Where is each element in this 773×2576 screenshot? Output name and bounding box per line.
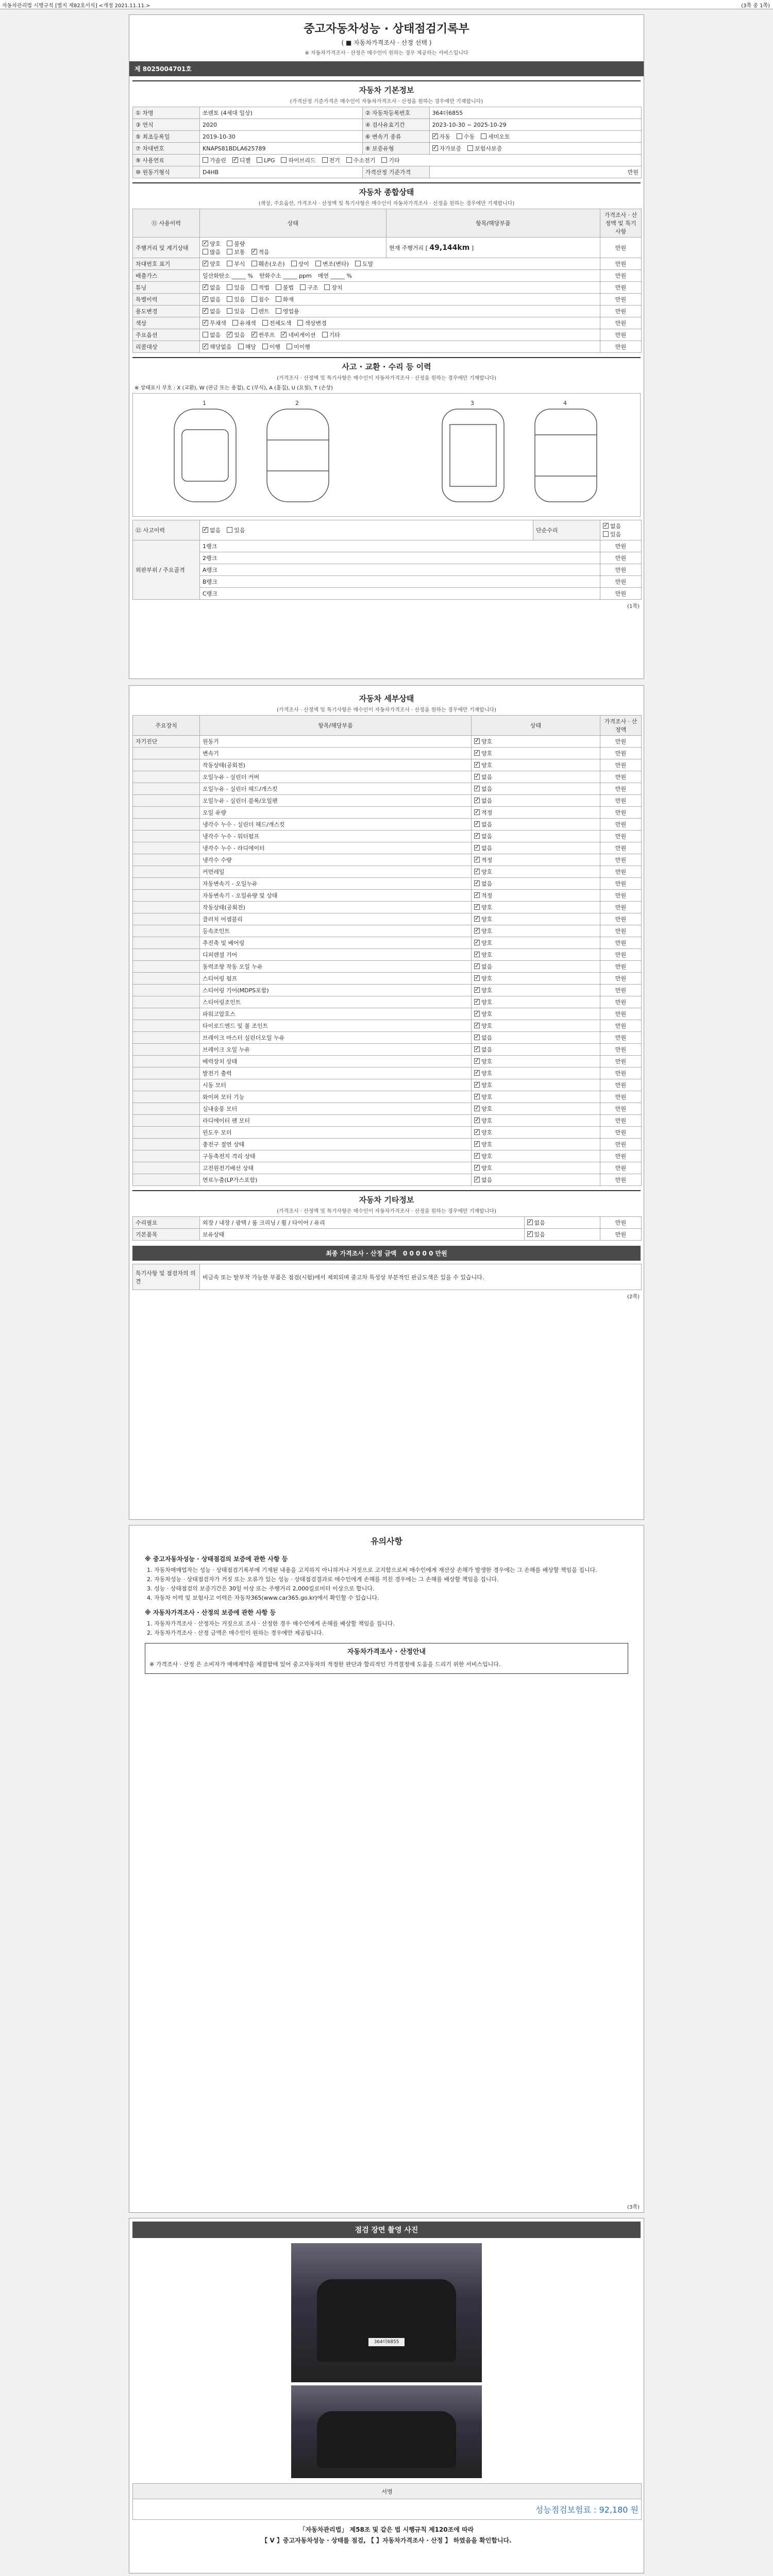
detail-row: 디퍼렌셜 기어 ✓ 양호 만원 — [133, 949, 642, 961]
detail-item-name: 스티어링조인트 — [200, 996, 472, 1008]
detail-item-state: 양호 — [481, 975, 493, 982]
rank-1: 1랭크 — [200, 540, 600, 552]
accident-yes: 있음 — [234, 527, 245, 534]
detail-item-name: 라디에이터 팬 모터 — [200, 1115, 472, 1127]
detail-item-state: 없음 — [481, 1177, 493, 1183]
rank-2: 2랭크 — [200, 552, 600, 564]
detail-item-name: 디퍼렌셜 기어 — [200, 949, 472, 961]
detail-item-name: 고전원전기배선 상태 — [200, 1162, 472, 1174]
page-1 — [129, 14, 644, 679]
detail-row: 실내송풍 모터 ✓ 양호 만원 — [133, 1103, 642, 1115]
detail-row: 오일누유 - 실린더 헤드/개스킷 ✓ 없음 만원 — [133, 783, 642, 795]
notice-table — [132, 1264, 642, 1290]
detail-item-state: 양호 — [481, 1153, 493, 1160]
detail-item-state: 양호 — [481, 1023, 493, 1029]
detail-row: 자동변속기 - 오일유량 및 상태 ✓ 적정 만원 — [133, 890, 642, 902]
detail-row: 충전구 절연 상태 ✓ 양호 만원 — [133, 1139, 642, 1150]
photo-page — [129, 2218, 644, 2573]
detail-item-state: 양호 — [481, 1082, 493, 1089]
vin: KNAPS81BDLA625789 — [200, 143, 363, 155]
other-table: 수리필요 외장 / 내장 / 광택 / 룸 크리닝 / 휠 / 타이어 / 유리 ✓ 없음 만원 기본품목 보유상태 ✓ 있음 만원 — [132, 1216, 642, 1241]
svg-text:2: 2 — [295, 400, 299, 406]
detail-item-name: 동력조향 작동 오일 누유 — [200, 961, 472, 973]
notice-label: 특기사항 및 점검자의 의견 — [133, 1264, 200, 1290]
guide-section-1: ※ 중고자동차성능 · 상태점검의 보증에 관한 사항 등 — [145, 1555, 288, 1563]
detail-row: 오일누유 - 실린더 커버 ✓ 없음 만원 — [133, 771, 642, 783]
document-number: 제 8025004701호 — [129, 61, 644, 76]
detail-item-state: 양호 — [481, 1129, 493, 1136]
page-count: (3쪽 중 1쪽) — [741, 3, 770, 9]
detail-item-state: 양호 — [481, 916, 493, 923]
detail-item-name: 타이로드엔드 및 볼 조인트 — [200, 1020, 472, 1032]
detail-row: 스티어링 기어(MDPS포함) ✓ 양호 만원 — [133, 985, 642, 996]
page-2 — [129, 685, 644, 1520]
detail-row: 변속기 ✓ 양호 만원 — [133, 748, 642, 759]
detail-row: 라디에이터 팬 모터 ✓ 양호 만원 — [133, 1115, 642, 1127]
svg-text:3: 3 — [470, 400, 474, 406]
col-price: 가격조사 · 산정액 — [600, 716, 642, 736]
svg-text:4: 4 — [563, 400, 567, 406]
final-price-value: 0 0 0 0 0 만원 — [402, 1250, 447, 1257]
final-price-label: 최종 가격조사 · 산정 금액 — [326, 1250, 397, 1257]
detail-item-state: 없음 — [481, 1035, 493, 1041]
detail-item-name: 연료누출(LP가스포함) — [200, 1174, 472, 1186]
detail-item-state: 양호 — [481, 1106, 493, 1112]
detail-item-name: 구동축전지 격리 상태 — [200, 1150, 472, 1162]
detail-row: 클러치 어셈블리 ✓ 양호 만원 — [133, 913, 642, 925]
detail-row: 스티어링 펌프 ✓ 양호 만원 — [133, 973, 642, 985]
detail-row: 작동상태(공회전) ✓ 양호 만원 — [133, 902, 642, 913]
summary-header: 자동차 종합상태 — [132, 182, 641, 199]
detail-item-state: 없음 — [481, 845, 493, 852]
summary-row-vin: 차대번호 표기 — [133, 258, 200, 270]
detail-item-state: 양호 — [481, 904, 493, 911]
detail-row: 작동상태(공회전) ✓ 양호 만원 — [133, 759, 642, 771]
summary-row-color: 색상 — [133, 317, 200, 329]
detail-row: 구동축전지 격리 상태 ✓ 양호 만원 — [133, 1150, 642, 1162]
rank-a: A랭크 — [200, 564, 600, 576]
detail-item-state: 양호 — [481, 1058, 493, 1065]
insurance-fee: 성능점검보험료 : 92,180 원 — [133, 2499, 642, 2520]
detail-item-name: 냉각수 수량 — [200, 854, 472, 866]
detail-row: 스티어링조인트 ✓ 양호 만원 — [133, 996, 642, 1008]
basic-info-header: 자동차 기본정보 — [132, 80, 641, 97]
detail-item-name: 윈도우 모터 — [200, 1127, 472, 1139]
other-header: 자동차 기타정보 — [132, 1190, 641, 1207]
detail-item-state: 적정 — [481, 809, 493, 816]
detail-item-name: 배력장치 상태 — [200, 1056, 472, 1067]
rank-c: C랭크 — [200, 588, 600, 600]
detail-note: (가격조사 · 산정액 및 특기사항은 매수인이 자동차가격조사 · 산정을 원하는 경우에만 기재합니다) — [277, 707, 496, 713]
other-row-repair-label: 수리필요 — [133, 1217, 200, 1229]
other-note: (가격조사 · 산정액 및 특기사항은 매수인이 자동차가격조사 · 산정을 원하는 경우에만 기재합니다) — [277, 1209, 496, 1214]
detail-item-name: 오일누유 - 실린더 헤드/개스킷 — [200, 783, 472, 795]
detail-row: 발전기 출력 ✓ 양호 만원 — [133, 1067, 642, 1079]
detail-row: 냉각수 수량 ✓ 적정 만원 — [133, 854, 642, 866]
detail-row: 동력조향 작동 오일 누유 ✓ 없음 만원 — [133, 961, 642, 973]
basic-info-note: (가격산정 기준가격은 매수인이 자동차가격조사 · 산정을 원하는 경우에만 기재합니다) — [290, 99, 483, 105]
detail-table — [132, 715, 642, 1186]
detail-item-state: 양호 — [481, 1070, 493, 1077]
document-header-line — [0, 0, 773, 9]
detail-item-state: 양호 — [481, 999, 493, 1006]
detail-item-state: 없음 — [481, 774, 493, 781]
detail-item-name: 스티어링 펌프 — [200, 973, 472, 985]
other-row-basic-items: 보유상태 — [200, 1229, 525, 1241]
detail-item-state: 없음 — [481, 821, 493, 828]
detail-item-state: 양호 — [481, 1141, 493, 1148]
summary-row-history: 특별이력 — [133, 294, 200, 306]
summary-note: (색상, 주요옵션, 가격조사 · 산정액 및 특기사항은 매수인이 자동차가격조사 · 산정을 원하는 경우에만 기재합니다) — [258, 201, 515, 207]
detail-row: 커먼레일 ✓ 양호 만원 — [133, 866, 642, 878]
form-reference: 자동차관리법 시행규칙 [별지 제82호서식] <개정 2021.11.11.> — [2, 3, 150, 9]
photo-plate: 364더6855 — [368, 2338, 405, 2346]
detail-row: 냉각수 누수 - 워터펌프 ✓ 없음 만원 — [133, 831, 642, 842]
detail-item-state: 양호 — [481, 952, 493, 958]
detail-item-name: 작동상태(공회전) — [200, 759, 472, 771]
summary-row-options: 주요옵션 — [133, 329, 200, 341]
col-state: 상태 — [472, 716, 600, 736]
detail-item-name: 스티어링 기어(MDPS포함) — [200, 985, 472, 996]
summary-row-tuning: 튜닝 — [133, 282, 200, 294]
guide-title: 유의사항 — [371, 1536, 402, 1546]
guide-item: 4. 자동차 이력 및 보험사고 이력은 자동차365(www.car365.go.kr)에서 확인할 수 있습니다. — [154, 1594, 628, 1603]
detail-row: 자기진단 원동기 ✓ 양호 만원 — [133, 736, 642, 748]
accident-no: 없음 — [210, 527, 221, 534]
other-row-repair-items: 외장 / 내장 / 광택 / 룸 크리닝 / 휠 / 타이어 / 유리 — [200, 1217, 525, 1229]
detail-row: 등속조인트 ✓ 양호 만원 — [133, 925, 642, 937]
detail-row: 브레이크 오일 누유 ✓ 없음 만원 — [133, 1044, 642, 1056]
accident-note: (가격조사 · 산정액 및 특기사항은 매수인이 자동차가격조사 · 산정을 원하는 경우에만 기재합니다) — [277, 376, 496, 381]
guide-section-2: ※ 자동차가격조사 · 산정의 보증에 관한 사항 등 — [145, 1609, 276, 1616]
price-guide-title: 자동차가격조사 · 산정안내 — [347, 1648, 426, 1656]
detail-row: 냉각수 누수 - 라디에이터 ✓ 없음 만원 — [133, 842, 642, 854]
page-2-tag: (2쪽) — [627, 1294, 640, 1300]
detail-item-name: 작동상태(공회전) — [200, 902, 472, 913]
col-item: 항목/해당부품 — [200, 716, 472, 736]
detail-row: 타이로드엔드 및 볼 조인트 ✓ 양호 만원 — [133, 1020, 642, 1032]
detail-row: 윈도우 모터 ✓ 양호 만원 — [133, 1127, 642, 1139]
guide-item: 2. 자동차성능 · 상태점검자가 거짓 또는 오류가 있는 성능 · 상태점검결과로 매수인에게 손해를 끼친 경우에는 그 손해를 배상할 책임을 집니다. — [154, 1575, 628, 1584]
detail-item-state: 양호 — [481, 940, 493, 946]
accident-header: 사고 · 교환 · 수리 등 이력 — [132, 357, 641, 374]
detail-item-state: 양호 — [481, 1011, 493, 1018]
detail-item-name: 냉각수 누수 - 실린더 헤드/개스킷 — [200, 819, 472, 831]
detail-item-state: 양호 — [481, 987, 493, 994]
detail-item-name: 변속기 — [200, 748, 472, 759]
detail-item-name: 등속조인트 — [200, 925, 472, 937]
other-row-basic-label: 기본품목 — [133, 1229, 200, 1241]
detail-row: 추진축 및 베어링 ✓ 양호 만원 — [133, 937, 642, 949]
reg-no: 364더6855 — [429, 107, 641, 119]
detail-item-state: 없음 — [481, 963, 493, 970]
detail-item-name: 충전구 절연 상태 — [200, 1139, 472, 1150]
detail-item-name: 냉각수 누수 - 워터펌프 — [200, 831, 472, 842]
detail-row: 냉각수 누수 - 실린더 헤드/개스킷 ✓ 없음 만원 — [133, 819, 642, 831]
notice-text: 비금속 또는 탈부착 가능한 부품은 점검(시험)에서 제외되며 중고차 특성상 부분적인 판금도색은 있을 수 있습니다. — [200, 1264, 642, 1290]
detail-item-name: 냉각수 누수 - 라디에이터 — [200, 842, 472, 854]
guide-item: 1. 자동차가격조사 · 산정자는 거짓으로 조사 · 산정한 경우 매수인에게 손해를 배상할 책임을 집니다. — [154, 1619, 628, 1629]
detail-item-name: 원동기 — [200, 736, 472, 748]
mileage-value: 49,144km — [429, 243, 470, 252]
detail-item-state: 없음 — [481, 798, 493, 804]
detail-item-name: 발전기 출력 — [200, 1067, 472, 1079]
detail-item-name: 시동 모터 — [200, 1079, 472, 1091]
detail-item-state: 없음 — [481, 833, 493, 840]
detail-row: 와이퍼 모터 기능 ✓ 양호 만원 — [133, 1091, 642, 1103]
page-1-tag: (1쪽) — [627, 604, 640, 609]
certify-line-2: 【 V 】중고자동차성능 · 상태를 점검, 【 】자동차가격조사 · 산정 】 하였음을 확인합니다. — [261, 2537, 512, 2544]
detail-item-name: 오일누유 - 실린더 커버 — [200, 771, 472, 783]
detail-header: 자동차 세부상태 — [359, 694, 414, 703]
detail-row: 오일누유 - 실린더 블록/오일팬 ✓ 없음 만원 — [133, 795, 642, 807]
car-damage-diagram — [132, 393, 641, 517]
accident-legend: ※ 상태표시 부호 : X (교환), W (판금 또는 용접), C (부식), A (흠집), U (요철), T (손상) — [135, 385, 333, 391]
detail-item-state: 적정 — [481, 892, 493, 899]
detail-item-name: 자동변속기 - 오일누유 — [200, 878, 472, 890]
detail-item-name: 와이퍼 모터 기능 — [200, 1091, 472, 1103]
detail-row: 고전원전기배선 상태 ✓ 양호 만원 — [133, 1162, 642, 1174]
page-3-tag: (3쪽) — [627, 2205, 640, 2210]
detail-item-state: 없음 — [481, 1046, 493, 1053]
detail-item-state: 양호 — [481, 762, 493, 769]
form-title: 중고자동차성능 · 상태점검기록부 — [304, 23, 469, 36]
detail-item-state: 양호 — [481, 1165, 493, 1172]
detail-row: 연료누출(LP가스포함) ✓ 없음 만원 — [133, 1174, 642, 1186]
rank-b: B랭크 — [200, 576, 600, 588]
detail-item-state: 양호 — [481, 750, 493, 757]
inspection-photo-rear — [291, 2385, 482, 2478]
detail-item-name: 클러치 어셈블리 — [200, 913, 472, 925]
detail-row: 브레이크 마스터 실린더오일 누유 ✓ 없음 만원 — [133, 1032, 642, 1044]
guide-block — [129, 1526, 644, 1684]
detail-item-state: 양호 — [481, 1117, 493, 1124]
detail-item-name: 오일 유량 — [200, 807, 472, 819]
detail-item-state: 없음 — [481, 786, 493, 792]
guide-item: 2. 자동차가격조사 · 산정 금액은 매수인이 원하는 경우에만 제공됩니다. — [154, 1629, 628, 1638]
detail-item-name: 실내송풍 모터 — [200, 1103, 472, 1115]
price-guide-box — [145, 1643, 628, 1674]
basic-info-table: ① 차명 쏘렌토 (4세대 일상) ② 자동차등록번호 364더6855 ③ 연식 2020 ④ 검사유효기간 2023-10-30 ~ 2025-10-29 ⑤ 최초등록일 2019-10-30 ⑥ 변속기 종류 ✓ 자동 수동 세미오토 ⑦ 차대번호 KNAPS81BDLA625789 ⑧ 보증유형 ✓ 자가보증 보험사보증 ⑨ 사용연료 가솔린✓ 디젤 LPG 하이브리드 전기 수소전기 기타 ⑩ 원동기형식 D4HB 가격산정 기준가격 만원 — [132, 107, 642, 178]
summary-row-emission: 배출가스 — [133, 270, 200, 282]
detail-item-state: 양호 — [481, 928, 493, 935]
guide-item: 1. 자동차매매업자는 성능 · 상태점검기록부에 기재된 내용을 고지하지 아니하거나 거짓으로 고지함으로써 매수인에게 재산상 손해가 발생한 경우에는 그 손해를 배상할 책임을 집니다. — [154, 1566, 628, 1575]
detail-item-state: 양호 — [481, 869, 493, 875]
form-title-block — [129, 15, 644, 58]
detail-row: 배력장치 상태 ✓ 양호 만원 — [133, 1056, 642, 1067]
inspection-photo-front — [291, 2243, 482, 2382]
photo-header: 점검 장면 촬영 사진 — [132, 2222, 641, 2238]
summary-row-usage: 용도변경 — [133, 306, 200, 317]
model-year: 2020 — [200, 119, 363, 131]
sign-label: 서명 — [133, 2484, 642, 2499]
sign-table — [132, 2483, 642, 2520]
summary-row-recall: 리콜대상 — [133, 341, 200, 353]
mileage-label: 현재 주행거리 — [389, 244, 424, 251]
detail-item-state: 적정 — [481, 857, 493, 863]
accident-table: ⑫ 사고이력 ✓ 없음 있음 단순수리 ✓없음있음 외판부위 / 주요골격 1랭크 만원 2랭크 만원 A랭크 만원 B랭크 만원 C랭크 만원 — [132, 520, 642, 600]
engine-type: D4HB — [200, 166, 363, 178]
detail-item-name: 브레이크 마스터 실린더오일 누유 — [200, 1032, 472, 1044]
other-row-basic-state: 있음 — [534, 1231, 545, 1238]
final-price-bar — [132, 1246, 641, 1261]
detail-row: 오일 유량 ✓ 적정 만원 — [133, 807, 642, 819]
detail-item-name: 추진축 및 베어링 — [200, 937, 472, 949]
detail-item-name: 오일누유 - 실린더 블록/오일팬 — [200, 795, 472, 807]
inspection-valid: 2023-10-30 ~ 2025-10-29 — [429, 119, 641, 131]
detail-item-state: 양호 — [481, 1094, 493, 1100]
svg-text:1: 1 — [203, 400, 206, 406]
col-device: 주요장치 — [133, 716, 200, 736]
repair-label: 단순수리 — [533, 520, 600, 540]
first-reg: 2019-10-30 — [200, 131, 363, 143]
detail-item-name: 브레이크 오일 누유 — [200, 1044, 472, 1056]
certify-line-1: 「자동차관리법」 제58조 및 같은 법 시행규칙 제120조에 따라 — [299, 2526, 474, 2533]
price-label: 가격산정 기준가격 — [362, 166, 429, 178]
detail-row: 자동변속기 - 오일누유 ✓ 없음 만원 — [133, 878, 642, 890]
detail-row: 파워고압호스 ✓ 양호 만원 — [133, 1008, 642, 1020]
detail-item-name: 파워고압호스 — [200, 1008, 472, 1020]
detail-item-name: 커먼레일 — [200, 866, 472, 878]
detail-item-name: 자동변속기 - 오일유량 및 상태 — [200, 890, 472, 902]
car-name: 쏘렌토 (4세대 일상) — [200, 107, 363, 119]
price-guide-text: ※ 가격조사 · 산정 은 소비자가 매매계약을 체결함에 있어 중고자동차의 적정한 판단과 합리적인 가격결정에 도움을 드리기 위한 서비스입니다. — [149, 1661, 501, 1668]
detail-item-state: 양호 — [481, 738, 493, 745]
summary-row-mileage: 주행거리 및 계기상태 — [133, 238, 200, 258]
summary-table: ⑪ 사용이력 상태 항목/해당부품 가격조사 · 산정액 및 특기사항 주행거리 및 계기상태 ✓양호 불량 많음 보통✓ 적음 현재 주행거리 [ 49,144km ] 만원 차대번호 표기 ✓ 양호 부식 훼손(오손) 상이 변조(변타) 도말 만원 배출가스 일산화탄소 _____ % 탄화수소 _____ ppm 매연 _____ % 만원 튜닝 ✓ 없음 있음 적법 불법 구조 장치 만원 특별이력 ✓ 없음 있음 침수 화재 만원 용도변경 ✓ 없음 있음 렌트 영업용 만원 색상 ✓ 무채색 유채색 전체도색 색상변경 만원 주요옵션 없음✓ 있음✓ 썬루프✓ 네비게이션 기타 만원 리콜대상 ✓ 해당없음 해당 이행 미이행 만원 — [132, 209, 642, 353]
price-unit: 만원 — [429, 166, 641, 178]
detail-item-state: 없음 — [481, 880, 493, 887]
form-subtitle: ( ■ 자동차가격조사 · 산정 선택 ) — [341, 39, 432, 46]
other-row-repair-state: 없음 — [534, 1219, 545, 1226]
guide-item: 3. 성능 · 상태점검의 보증기간은 30일 이상 또는 주행거리 2,000킬로미터 이상으로 합니다. — [154, 1584, 628, 1594]
detail-row: 시동 모터 ✓ 양호 만원 — [133, 1079, 642, 1091]
page-3 — [129, 1525, 644, 2213]
form-note: ※ 자동차가격조사 · 산정은 매수인이 원하는 경우 제공하는 서비스입니다 — [305, 50, 468, 56]
